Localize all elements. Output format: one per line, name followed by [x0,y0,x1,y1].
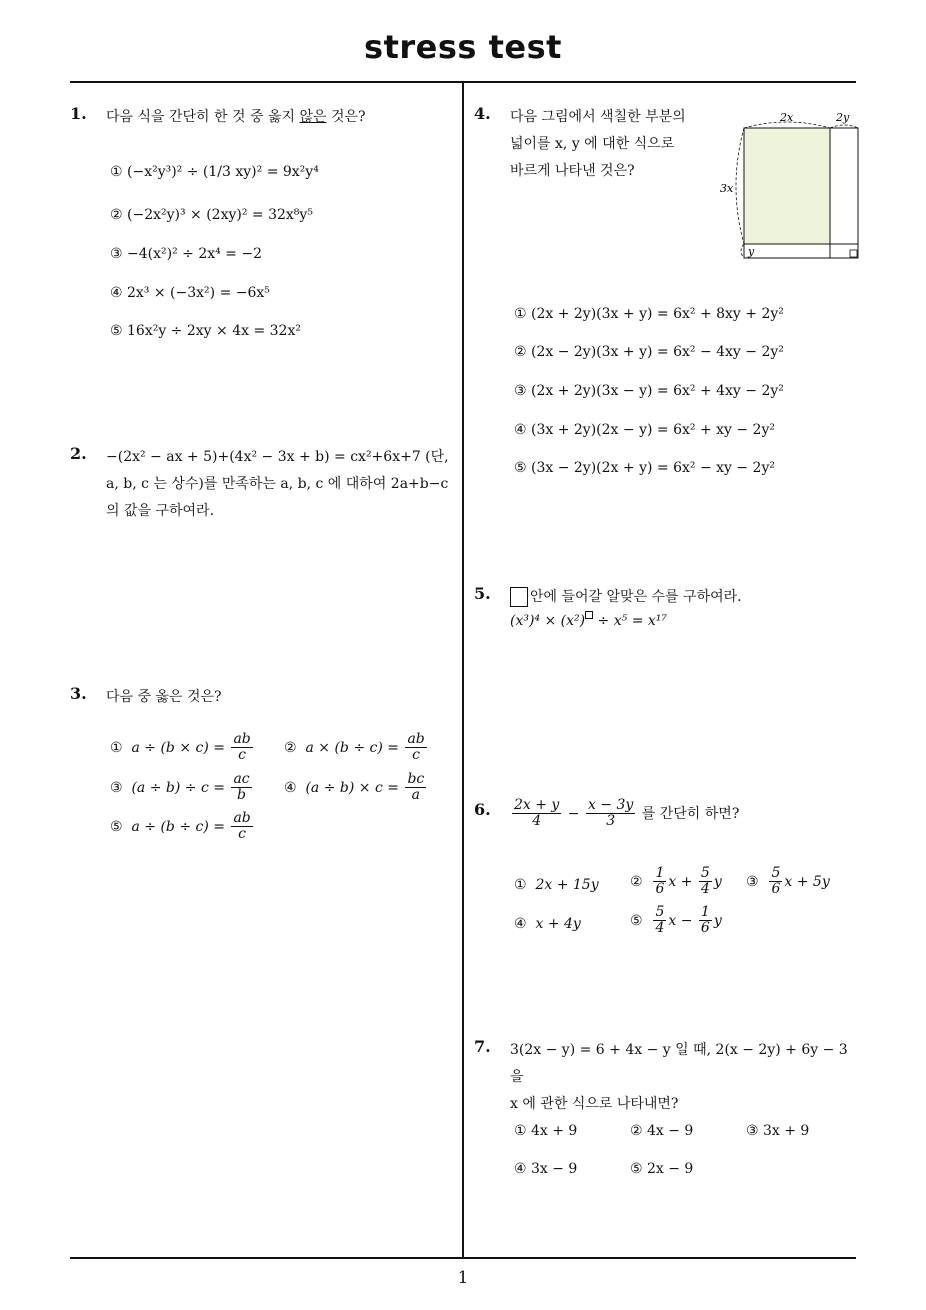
option-3[interactable]: ③ −4(x²)² ÷ 2x⁴ = −2 [110,246,262,262]
option-marker: ⑤ [110,818,123,835]
denominator: c [238,826,247,843]
option-marker: ② [630,873,643,890]
label-2x: 2x [780,111,794,124]
question-number: 4. [474,104,491,123]
fraction [231,732,252,764]
denominator: c [412,747,421,764]
option-marker: ③ [110,779,123,796]
option-2[interactable] [630,866,722,898]
option-marker: ⑤ [630,912,643,929]
numerator: 5 [655,904,665,920]
option-5[interactable] [630,905,722,937]
label-y: y [748,245,755,258]
question-text [106,104,366,131]
fraction [512,798,561,830]
option-2[interactable]: ② (−2x²y)³ × (2xy)² = 32x⁸y⁵ [110,207,313,223]
expr-part: ÷ x⁵ = x¹⁷ [593,613,667,629]
page-title: stress test [364,28,562,66]
denominator: a [411,787,421,804]
option-2[interactable]: ② (2x − 2y)(3x + y) = 6x² − 4xy − 2y² [514,344,784,360]
area-figure [714,108,864,268]
question-6 [474,797,864,950]
question-number: 2. [70,444,87,463]
option-4[interactable]: ④ (3x + 2y)(2x − y) = 6x² + xy − 2y² [514,422,775,438]
question-line: 의 값을 구하여라. [106,503,215,519]
question-text [510,104,720,185]
minus-sign: − [567,805,580,822]
question-text-part: 안에 들어갈 알맞은 수를 구하여라. [530,589,742,605]
bottom-rule [70,1257,856,1259]
option-marker: ① [514,877,527,893]
question-line: x 에 관한 식으로 나타내면? [510,1096,679,1112]
question-2 [70,444,460,534]
denominator: c [238,747,247,764]
option-4[interactable] [514,916,581,932]
label-3x: 3x [720,182,734,195]
question-expression [510,611,865,631]
fraction [699,866,712,898]
question-line [510,584,865,611]
option-marker: ② [284,739,297,756]
option-expr: (a ÷ b) × c = [305,779,399,796]
option-expr: (a ÷ b) ÷ c = [131,779,225,796]
fraction [231,772,251,804]
question-number: 7. [474,1037,491,1056]
numerator: 1 [700,904,710,920]
option-5[interactable]: ⑤ 2x − 9 [630,1161,694,1177]
question-line: 다음 그림에서 색칠한 부분의 [510,109,686,125]
label-2y: 2y [836,111,850,124]
option-marker: ④ [284,779,297,796]
option-4[interactable] [284,772,428,804]
option-4[interactable]: ④ 3x − 9 [514,1161,578,1177]
option-5[interactable]: ⑤ 16x²y ÷ 2xy × 4x = 32x² [110,323,301,339]
option-expr: x + 4y [535,916,581,932]
option-3[interactable]: ③ 3x + 9 [746,1123,810,1139]
option-expr: y [713,912,722,929]
question-text: 다음 중 옳은 것은? [106,689,222,705]
option-expr: x − [668,912,693,929]
numerator: x − 3y [587,797,634,813]
numerator: ab [233,810,251,826]
question-number: 5. [474,584,491,603]
question-line: −(2x² − ax + 5)+(4x² − 3x + b) = cx²+6x+7 (단, [106,449,449,465]
left-dimension-arc [736,128,744,244]
numerator: 5 [771,865,781,881]
denominator: 6 [655,881,665,898]
question-line: 넓이를 x, y 에 대한 식으로 [510,136,675,152]
numerator: ab [233,731,251,747]
denominator: 4 [532,813,542,830]
fraction [653,866,666,898]
question-number: 6. [474,800,491,819]
option-expr: x + [668,873,693,890]
question-text-part: 다음 식을 간단히 한 것 중 옳지 [106,109,300,125]
option-2[interactable] [284,732,429,764]
fraction [769,866,782,898]
denominator: 3 [606,813,616,830]
option-1[interactable]: ① (−x²y³)² ÷ (1/3 xy)² = 9x²y⁴ [110,164,319,180]
question-1 [70,104,460,344]
option-marker: ④ [514,916,527,932]
fraction [231,811,252,843]
option-expr: a ÷ (b × c) = [131,739,225,756]
answer-box [510,587,528,607]
fraction [653,905,666,937]
option-5[interactable] [110,811,255,843]
option-expr: 2x + 15y [535,877,599,893]
numerator: 1 [655,865,665,881]
page-number: 1 [457,1268,469,1288]
option-4[interactable]: ④ 2x³ × (−3x²) = −6x⁵ [110,285,270,301]
expr-part: (x³)⁴ × (x²) [510,613,586,629]
question-text-part: 를 간단히 하면? [641,805,740,822]
option-1[interactable] [514,877,599,893]
denominator: 6 [771,881,781,898]
question-text [510,1037,865,1118]
numerator: 2x + y [514,797,560,813]
option-expr: y [713,873,722,890]
option-1[interactable]: ① (2x + 2y)(3x + y) = 6x² + 8xy + 2y² [514,306,784,322]
denominator: 4 [655,920,665,937]
option-2[interactable]: ② 4x − 9 [630,1123,694,1139]
question-number: 1. [70,104,87,123]
option-marker: ① [110,739,123,756]
question-text [510,798,739,830]
question-line: 바르게 나타낸 것은? [510,163,635,179]
blank-square [585,611,593,619]
shaded-region [744,128,830,244]
question-3 [70,684,460,864]
question-text [510,584,865,631]
option-expr: a ÷ (b ÷ c) = [131,818,225,835]
option-5[interactable]: ⑤ (3x − 2y)(2x + y) = 6x² − xy − 2y² [514,460,775,476]
question-text-part: 것은? [326,109,366,125]
denominator: b [237,787,247,804]
option-1[interactable]: ① 4x + 9 [514,1123,578,1139]
numerator: 5 [700,865,710,881]
right-angle-mark [850,250,857,257]
option-3[interactable] [746,866,830,898]
question-line: 3(2x − y) = 6 + 4x − y 일 때, 2(x − 2y) + 6y − 3 을 [510,1042,848,1085]
question-line: a, b, c 는 상수)를 만족하는 a, b, c 에 대하여 2a+b−c [106,476,449,492]
fraction [699,905,712,937]
option-expr: a × (b ÷ c) = [305,739,399,756]
option-3[interactable]: ③ (2x + 2y)(3x − y) = 6x² + 4xy − 2y² [514,383,784,399]
fraction [405,732,426,764]
numerator: bc [407,771,425,787]
underlined-word: 않은 [299,109,327,125]
numerator: ac [233,771,250,787]
option-expr: x + 5y [784,873,830,890]
question-text [106,444,461,525]
option-1[interactable] [110,732,255,764]
option-marker: ③ [746,873,759,890]
denominator: 4 [700,881,710,898]
fraction [405,772,426,804]
numerator: ab [407,731,425,747]
question-4 [474,104,864,484]
option-3[interactable] [110,772,254,804]
fraction [586,798,635,830]
question-number: 3. [70,684,87,703]
question-5 [474,584,864,644]
denominator: 6 [700,920,710,937]
question-7 [474,1037,864,1187]
column-divider [462,82,464,1258]
